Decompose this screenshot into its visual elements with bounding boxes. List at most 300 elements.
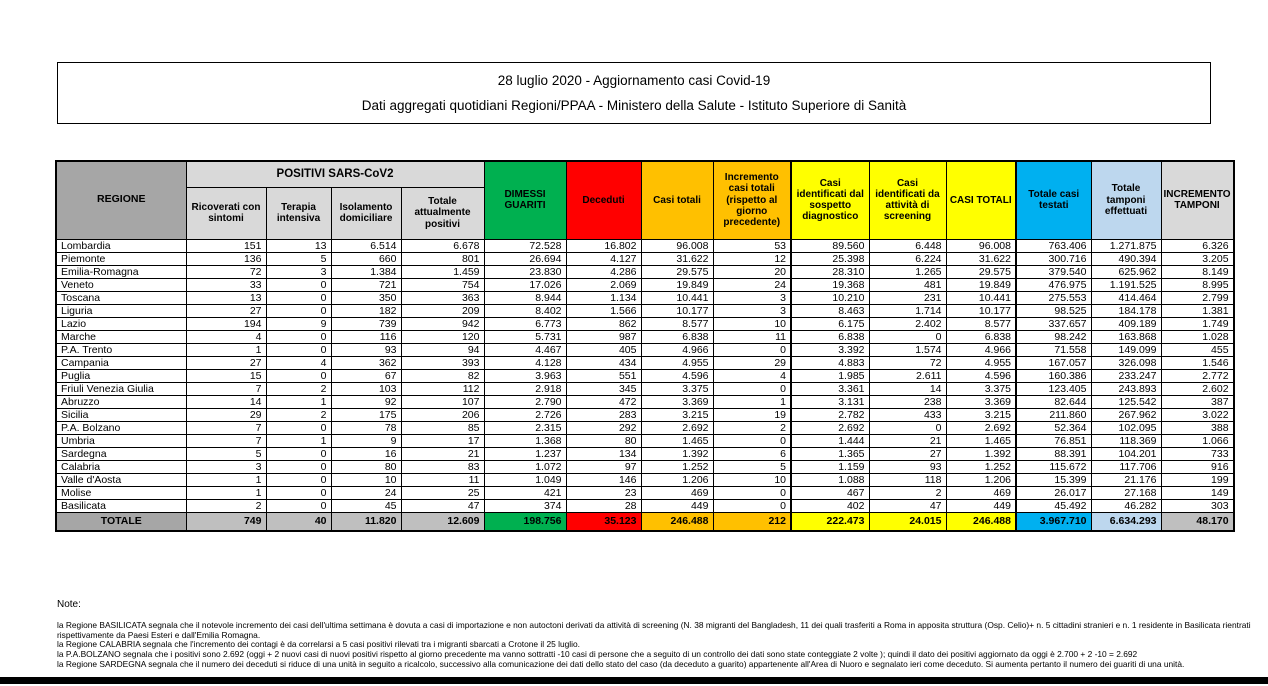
value-cell: 2.069 bbox=[566, 278, 641, 291]
value-cell: 246.488 bbox=[946, 512, 1016, 531]
value-cell: 8.577 bbox=[946, 317, 1016, 330]
value-cell: 243.893 bbox=[1091, 382, 1161, 395]
value-cell: 449 bbox=[946, 499, 1016, 512]
value-cell: 660 bbox=[331, 252, 401, 265]
header-sospetto-diagnostico: Casi identificati dal sospetto diagnostico bbox=[791, 161, 869, 239]
value-cell: 0 bbox=[713, 434, 791, 447]
value-cell: 1.749 bbox=[1161, 317, 1234, 330]
value-cell: 0 bbox=[266, 421, 331, 434]
value-cell: 26.694 bbox=[484, 252, 566, 265]
region-row bbox=[56, 265, 1234, 278]
value-cell: 0 bbox=[266, 473, 331, 486]
value-cell: 5 bbox=[713, 460, 791, 473]
value-cell: 3 bbox=[186, 460, 266, 473]
region-row bbox=[56, 421, 1234, 434]
value-cell: 184.178 bbox=[1091, 304, 1161, 317]
value-cell: 29.575 bbox=[946, 265, 1016, 278]
header-casi-testati: Totale casi testati bbox=[1016, 161, 1091, 239]
value-cell: 97 bbox=[566, 460, 641, 473]
value-cell: 733 bbox=[1161, 447, 1234, 460]
value-cell: 2 bbox=[186, 499, 266, 512]
value-cell: 2 bbox=[266, 408, 331, 421]
value-cell: 1.159 bbox=[791, 460, 869, 473]
region-cell: Piemonte bbox=[56, 252, 186, 265]
header-isolamento: Isolamento domiciliare bbox=[331, 187, 401, 239]
value-cell: 72 bbox=[869, 356, 946, 369]
bulletin-title: 28 luglio 2020 - Aggiornamento casi Covid-19 bbox=[497, 73, 771, 88]
region-cell: Lombardia bbox=[56, 239, 186, 252]
region-cell: P.A. Bolzano bbox=[56, 421, 186, 434]
value-cell: 98.242 bbox=[1016, 330, 1091, 343]
value-cell: 3.361 bbox=[791, 382, 869, 395]
value-cell: 476.975 bbox=[1016, 278, 1091, 291]
value-cell: 3.375 bbox=[946, 382, 1016, 395]
value-cell: 14 bbox=[186, 395, 266, 408]
value-cell: 1.714 bbox=[869, 304, 946, 317]
value-cell: 136 bbox=[186, 252, 266, 265]
value-cell: 2.315 bbox=[484, 421, 566, 434]
value-cell: 33 bbox=[186, 278, 266, 291]
value-cell: 5 bbox=[266, 252, 331, 265]
note-line: la Regione BASILICATA segnala che il notevole incremento dei casi dell'ultima settimana è dovuta a casi di importazione e non autoctoni derivati da attività di screening (N. 38 migranti del Bangladesh, 11 dei quali trasferiti a Roma in apposita struttura (Osp. Celio)+ n. 5 cittadini stranieri e n. 1 residente in Basilicata rientrati bbox=[57, 620, 1251, 630]
value-cell: 3.205 bbox=[1161, 252, 1234, 265]
value-cell: 222.473 bbox=[791, 512, 869, 531]
value-cell: 8.463 bbox=[791, 304, 869, 317]
region-cell: Lazio bbox=[56, 317, 186, 330]
value-cell: 2.918 bbox=[484, 382, 566, 395]
region-row bbox=[56, 330, 1234, 343]
value-cell: 182 bbox=[331, 304, 401, 317]
value-cell: 19 bbox=[713, 408, 791, 421]
value-cell: 0 bbox=[266, 460, 331, 473]
value-cell: 292 bbox=[566, 421, 641, 434]
value-cell: 801 bbox=[401, 252, 484, 265]
value-cell: 9 bbox=[266, 317, 331, 330]
value-cell: 1.134 bbox=[566, 291, 641, 304]
value-cell: 3 bbox=[266, 265, 331, 278]
region-cell: Friuli Venezia Giulia bbox=[56, 382, 186, 395]
value-cell: 449 bbox=[641, 499, 713, 512]
value-cell: 25.398 bbox=[791, 252, 869, 265]
value-cell: 206 bbox=[401, 408, 484, 421]
value-cell: 862 bbox=[566, 317, 641, 330]
value-cell: 71.558 bbox=[1016, 343, 1091, 356]
value-cell: 0 bbox=[713, 486, 791, 499]
value-cell: 987 bbox=[566, 330, 641, 343]
value-cell: 118 bbox=[869, 473, 946, 486]
header-attivita-screening: Casi identificati da attività di screening bbox=[869, 161, 946, 239]
header-totale-positivi: Totale attualmente positivi bbox=[401, 187, 484, 239]
region-cell: Molise bbox=[56, 486, 186, 499]
value-cell: 350 bbox=[331, 291, 401, 304]
value-cell: 31.622 bbox=[946, 252, 1016, 265]
value-cell: 6.448 bbox=[869, 239, 946, 252]
value-cell: 17 bbox=[401, 434, 484, 447]
value-cell: 6.326 bbox=[1161, 239, 1234, 252]
value-cell: 118.369 bbox=[1091, 434, 1161, 447]
value-cell: 19.849 bbox=[641, 278, 713, 291]
value-cell: 2.402 bbox=[869, 317, 946, 330]
value-cell: 52.364 bbox=[1016, 421, 1091, 434]
value-cell: 26.017 bbox=[1016, 486, 1091, 499]
value-cell: 721 bbox=[331, 278, 401, 291]
value-cell: 45.492 bbox=[1016, 499, 1091, 512]
value-cell: 3.375 bbox=[641, 382, 713, 395]
value-cell: 72.528 bbox=[484, 239, 566, 252]
value-cell: 3 bbox=[713, 304, 791, 317]
value-cell: 1.252 bbox=[946, 460, 1016, 473]
header-regione: REGIONE bbox=[56, 161, 186, 239]
value-cell: 4.883 bbox=[791, 356, 869, 369]
value-cell: 362 bbox=[331, 356, 401, 369]
region-row bbox=[56, 395, 1234, 408]
value-cell: 300.716 bbox=[1016, 252, 1091, 265]
value-cell: 1.381 bbox=[1161, 304, 1234, 317]
value-cell: 763.406 bbox=[1016, 239, 1091, 252]
value-cell: 4.955 bbox=[946, 356, 1016, 369]
value-cell: 29 bbox=[713, 356, 791, 369]
value-cell: 2.790 bbox=[484, 395, 566, 408]
value-cell: 1.072 bbox=[484, 460, 566, 473]
value-cell: 0 bbox=[266, 304, 331, 317]
value-cell: 3.022 bbox=[1161, 408, 1234, 421]
region-cell: Umbria bbox=[56, 434, 186, 447]
value-cell: 27.168 bbox=[1091, 486, 1161, 499]
value-cell: 388 bbox=[1161, 421, 1234, 434]
value-cell: 551 bbox=[566, 369, 641, 382]
value-cell: 9 bbox=[331, 434, 401, 447]
region-cell: Abruzzo bbox=[56, 395, 186, 408]
value-cell: 151 bbox=[186, 239, 266, 252]
value-cell: 326.098 bbox=[1091, 356, 1161, 369]
region-row bbox=[56, 239, 1234, 252]
value-cell: 98.525 bbox=[1016, 304, 1091, 317]
value-cell: 1.365 bbox=[791, 447, 869, 460]
value-cell: 13 bbox=[186, 291, 266, 304]
region-cell: Basilicata bbox=[56, 499, 186, 512]
value-cell: 303 bbox=[1161, 499, 1234, 512]
region-row bbox=[56, 382, 1234, 395]
value-cell: 17.026 bbox=[484, 278, 566, 291]
value-cell: 1 bbox=[186, 343, 266, 356]
value-cell: 1.206 bbox=[641, 473, 713, 486]
value-cell: 12.609 bbox=[401, 512, 484, 531]
value-cell: 4.128 bbox=[484, 356, 566, 369]
value-cell: 21 bbox=[869, 434, 946, 447]
value-cell: 13 bbox=[266, 239, 331, 252]
value-cell: 0 bbox=[266, 447, 331, 460]
value-cell: 2.602 bbox=[1161, 382, 1234, 395]
value-cell: 433 bbox=[869, 408, 946, 421]
value-cell: 337.657 bbox=[1016, 317, 1091, 330]
header-tamponi-effettuati: Totale tamponi effettuati bbox=[1091, 161, 1161, 239]
header-casi-totali-caps: CASI TOTALI bbox=[946, 161, 1016, 239]
value-cell: 175 bbox=[331, 408, 401, 421]
value-cell: 3 bbox=[713, 291, 791, 304]
value-cell: 3.369 bbox=[641, 395, 713, 408]
value-cell: 102.095 bbox=[1091, 421, 1161, 434]
value-cell: 3.369 bbox=[946, 395, 1016, 408]
header-positivi-group: POSITIVI SARS-CoV2 bbox=[186, 161, 484, 187]
value-cell: 3.215 bbox=[641, 408, 713, 421]
value-cell: 4 bbox=[266, 356, 331, 369]
value-cell: 160.386 bbox=[1016, 369, 1091, 382]
value-cell: 1.392 bbox=[946, 447, 1016, 460]
value-cell: 8.149 bbox=[1161, 265, 1234, 278]
value-cell: 6.838 bbox=[641, 330, 713, 343]
value-cell: 1.088 bbox=[791, 473, 869, 486]
region-cell: Toscana bbox=[56, 291, 186, 304]
value-cell: 6.514 bbox=[331, 239, 401, 252]
value-cell: 211.860 bbox=[1016, 408, 1091, 421]
value-cell: 0 bbox=[713, 343, 791, 356]
value-cell: 4.467 bbox=[484, 343, 566, 356]
covid-data-table bbox=[55, 160, 1235, 532]
notes-heading: Note: bbox=[57, 599, 81, 610]
value-cell: 1.252 bbox=[641, 460, 713, 473]
value-cell: 2 bbox=[869, 486, 946, 499]
value-cell: 739 bbox=[331, 317, 401, 330]
value-cell: 10 bbox=[713, 317, 791, 330]
value-cell: 402 bbox=[791, 499, 869, 512]
value-cell: 379.540 bbox=[1016, 265, 1091, 278]
value-cell: 455 bbox=[1161, 343, 1234, 356]
value-cell: 93 bbox=[869, 460, 946, 473]
value-cell: 4.127 bbox=[566, 252, 641, 265]
value-cell: 23.830 bbox=[484, 265, 566, 278]
region-cell: Campania bbox=[56, 356, 186, 369]
header-terapia-intensiva: Terapia intensiva bbox=[266, 187, 331, 239]
value-cell: 72 bbox=[186, 265, 266, 278]
value-cell: 3.215 bbox=[946, 408, 1016, 421]
value-cell: 1 bbox=[266, 395, 331, 408]
value-cell: 6.678 bbox=[401, 239, 484, 252]
value-cell: 405 bbox=[566, 343, 641, 356]
value-cell: 14 bbox=[869, 382, 946, 395]
value-cell: 0 bbox=[266, 369, 331, 382]
value-cell: 267.962 bbox=[1091, 408, 1161, 421]
value-cell: 4.955 bbox=[641, 356, 713, 369]
value-cell: 942 bbox=[401, 317, 484, 330]
value-cell: 1.465 bbox=[946, 434, 1016, 447]
value-cell: 16.802 bbox=[566, 239, 641, 252]
value-cell: 2 bbox=[713, 421, 791, 434]
value-cell: 24 bbox=[331, 486, 401, 499]
totale-row bbox=[56, 512, 1234, 531]
value-cell: 1 bbox=[186, 473, 266, 486]
value-cell: 96.008 bbox=[946, 239, 1016, 252]
value-cell: 625.962 bbox=[1091, 265, 1161, 278]
value-cell: 2.726 bbox=[484, 408, 566, 421]
value-cell: 6.224 bbox=[869, 252, 946, 265]
header-incremento-casi: Incremento casi totali (rispetto al giorno precedente) bbox=[713, 161, 791, 239]
value-cell: 0 bbox=[266, 499, 331, 512]
value-cell: 421 bbox=[484, 486, 566, 499]
value-cell: 1 bbox=[266, 434, 331, 447]
value-cell: 4 bbox=[186, 330, 266, 343]
value-cell: 387 bbox=[1161, 395, 1234, 408]
value-cell: 28.310 bbox=[791, 265, 869, 278]
value-cell: 199 bbox=[1161, 473, 1234, 486]
value-cell: 82 bbox=[401, 369, 484, 382]
value-cell: 4.286 bbox=[566, 265, 641, 278]
title-box bbox=[57, 62, 1211, 124]
note-line: la Regione SARDEGNA segnala che il numero dei deceduti si riduce di una unità in seguito a ricalcolo, successivo alla comunicazione dei dati dello stato del caso (da deceduto a guarito) appartenente all'Area di Nuoro e segnalato ieri come deceduto. Si aumenta pertanto il numero dei guariti di una unità. bbox=[57, 658, 1185, 669]
region-row bbox=[56, 447, 1234, 460]
value-cell: 374 bbox=[484, 499, 566, 512]
region-cell: Liguria bbox=[56, 304, 186, 317]
value-cell: 78 bbox=[331, 421, 401, 434]
value-cell: 10 bbox=[713, 473, 791, 486]
value-cell: 2.692 bbox=[791, 421, 869, 434]
region-row bbox=[56, 343, 1234, 356]
value-cell: 467 bbox=[791, 486, 869, 499]
region-cell: Sardegna bbox=[56, 447, 186, 460]
value-cell: 4 bbox=[713, 369, 791, 382]
value-cell: 89.560 bbox=[791, 239, 869, 252]
value-cell: 3.131 bbox=[791, 395, 869, 408]
value-cell: 10.441 bbox=[641, 291, 713, 304]
value-cell: 1.368 bbox=[484, 434, 566, 447]
value-cell: 212 bbox=[713, 512, 791, 531]
region-cell: Sicilia bbox=[56, 408, 186, 421]
value-cell: 209 bbox=[401, 304, 484, 317]
value-cell: 15 bbox=[186, 369, 266, 382]
region-row bbox=[56, 473, 1234, 486]
value-cell: 5 bbox=[186, 447, 266, 460]
value-cell: 125.542 bbox=[1091, 395, 1161, 408]
value-cell: 115.672 bbox=[1016, 460, 1091, 473]
value-cell: 194 bbox=[186, 317, 266, 330]
value-cell: 10.441 bbox=[946, 291, 1016, 304]
region-cell: Emilia-Romagna bbox=[56, 265, 186, 278]
value-cell: 146 bbox=[566, 473, 641, 486]
value-cell: 7 bbox=[186, 382, 266, 395]
region-row bbox=[56, 486, 1234, 499]
value-cell: 2.772 bbox=[1161, 369, 1234, 382]
value-cell: 24.015 bbox=[869, 512, 946, 531]
value-cell: 6.838 bbox=[946, 330, 1016, 343]
value-cell: 29 bbox=[186, 408, 266, 421]
value-cell: 2.692 bbox=[641, 421, 713, 434]
note-line: la Regione CALABRIA segnala che l'incremento dei contagi è da correlarsi a 5 casi positivi rilevati tra i migranti sbarcati a Crotone il 25 luglio. bbox=[57, 639, 580, 650]
value-cell: 409.189 bbox=[1091, 317, 1161, 330]
value-cell: 2 bbox=[266, 382, 331, 395]
value-cell: 481 bbox=[869, 278, 946, 291]
value-cell: 0 bbox=[869, 330, 946, 343]
header-deceduti: Deceduti bbox=[566, 161, 641, 239]
bottom-bar bbox=[0, 677, 1268, 684]
value-cell: 8.577 bbox=[641, 317, 713, 330]
value-cell: 6.634.293 bbox=[1091, 512, 1161, 531]
region-cell: P.A. Trento bbox=[56, 343, 186, 356]
value-cell: 6.838 bbox=[791, 330, 869, 343]
value-cell: 85 bbox=[401, 421, 484, 434]
value-cell: 163.868 bbox=[1091, 330, 1161, 343]
value-cell: 123.405 bbox=[1016, 382, 1091, 395]
value-cell: 6.175 bbox=[791, 317, 869, 330]
value-cell: 117.706 bbox=[1091, 460, 1161, 473]
value-cell: 363 bbox=[401, 291, 484, 304]
value-cell: 29.575 bbox=[641, 265, 713, 278]
value-cell: 472 bbox=[566, 395, 641, 408]
value-cell: 2.611 bbox=[869, 369, 946, 382]
value-cell: 103 bbox=[331, 382, 401, 395]
value-cell: 27 bbox=[186, 304, 266, 317]
value-cell: 21 bbox=[401, 447, 484, 460]
value-cell: 0 bbox=[713, 499, 791, 512]
value-cell: 1 bbox=[186, 486, 266, 499]
value-cell: 53 bbox=[713, 239, 791, 252]
value-cell: 2.692 bbox=[946, 421, 1016, 434]
value-cell: 1.546 bbox=[1161, 356, 1234, 369]
value-cell: 275.553 bbox=[1016, 291, 1091, 304]
value-cell: 1.444 bbox=[791, 434, 869, 447]
value-cell: 27 bbox=[869, 447, 946, 460]
value-cell: 11 bbox=[401, 473, 484, 486]
header-ricoverati: Ricoverati con sintomi bbox=[186, 187, 266, 239]
value-cell: 414.464 bbox=[1091, 291, 1161, 304]
value-cell: 1.237 bbox=[484, 447, 566, 460]
value-cell: 167.057 bbox=[1016, 356, 1091, 369]
value-cell: 15.399 bbox=[1016, 473, 1091, 486]
region-row bbox=[56, 499, 1234, 512]
header-incremento-tamponi: INCREMENTO TAMPONI bbox=[1161, 161, 1234, 239]
value-cell: 6.773 bbox=[484, 317, 566, 330]
value-cell: 0 bbox=[266, 278, 331, 291]
value-cell: 10.210 bbox=[791, 291, 869, 304]
value-cell: 48.170 bbox=[1161, 512, 1234, 531]
value-cell: 31.622 bbox=[641, 252, 713, 265]
value-cell: 233.247 bbox=[1091, 369, 1161, 382]
value-cell: 345 bbox=[566, 382, 641, 395]
value-cell: 0 bbox=[266, 486, 331, 499]
value-cell: 10.177 bbox=[641, 304, 713, 317]
value-cell: 0 bbox=[713, 382, 791, 395]
value-cell: 0 bbox=[266, 330, 331, 343]
value-cell: 1.566 bbox=[566, 304, 641, 317]
value-cell: 1.265 bbox=[869, 265, 946, 278]
value-cell: 45 bbox=[331, 499, 401, 512]
value-cell: 1.066 bbox=[1161, 434, 1234, 447]
value-cell: 1.049 bbox=[484, 473, 566, 486]
value-cell: 4.966 bbox=[946, 343, 1016, 356]
value-cell: 2.799 bbox=[1161, 291, 1234, 304]
value-cell: 4.966 bbox=[641, 343, 713, 356]
region-row bbox=[56, 434, 1234, 447]
value-cell: 40 bbox=[266, 512, 331, 531]
value-cell: 82.644 bbox=[1016, 395, 1091, 408]
region-row bbox=[56, 408, 1234, 421]
region-cell: TOTALE bbox=[56, 512, 186, 531]
value-cell: 7 bbox=[186, 434, 266, 447]
value-cell: 11.820 bbox=[331, 512, 401, 531]
value-cell: 83 bbox=[401, 460, 484, 473]
value-cell: 2.782 bbox=[791, 408, 869, 421]
value-cell: 47 bbox=[869, 499, 946, 512]
region-cell: Marche bbox=[56, 330, 186, 343]
table-body bbox=[56, 239, 1234, 531]
region-cell: Veneto bbox=[56, 278, 186, 291]
value-cell: 1.206 bbox=[946, 473, 1016, 486]
region-row bbox=[56, 317, 1234, 330]
value-cell: 10 bbox=[331, 473, 401, 486]
region-row bbox=[56, 278, 1234, 291]
value-cell: 10.177 bbox=[946, 304, 1016, 317]
value-cell: 283 bbox=[566, 408, 641, 421]
value-cell: 116 bbox=[331, 330, 401, 343]
value-cell: 80 bbox=[566, 434, 641, 447]
